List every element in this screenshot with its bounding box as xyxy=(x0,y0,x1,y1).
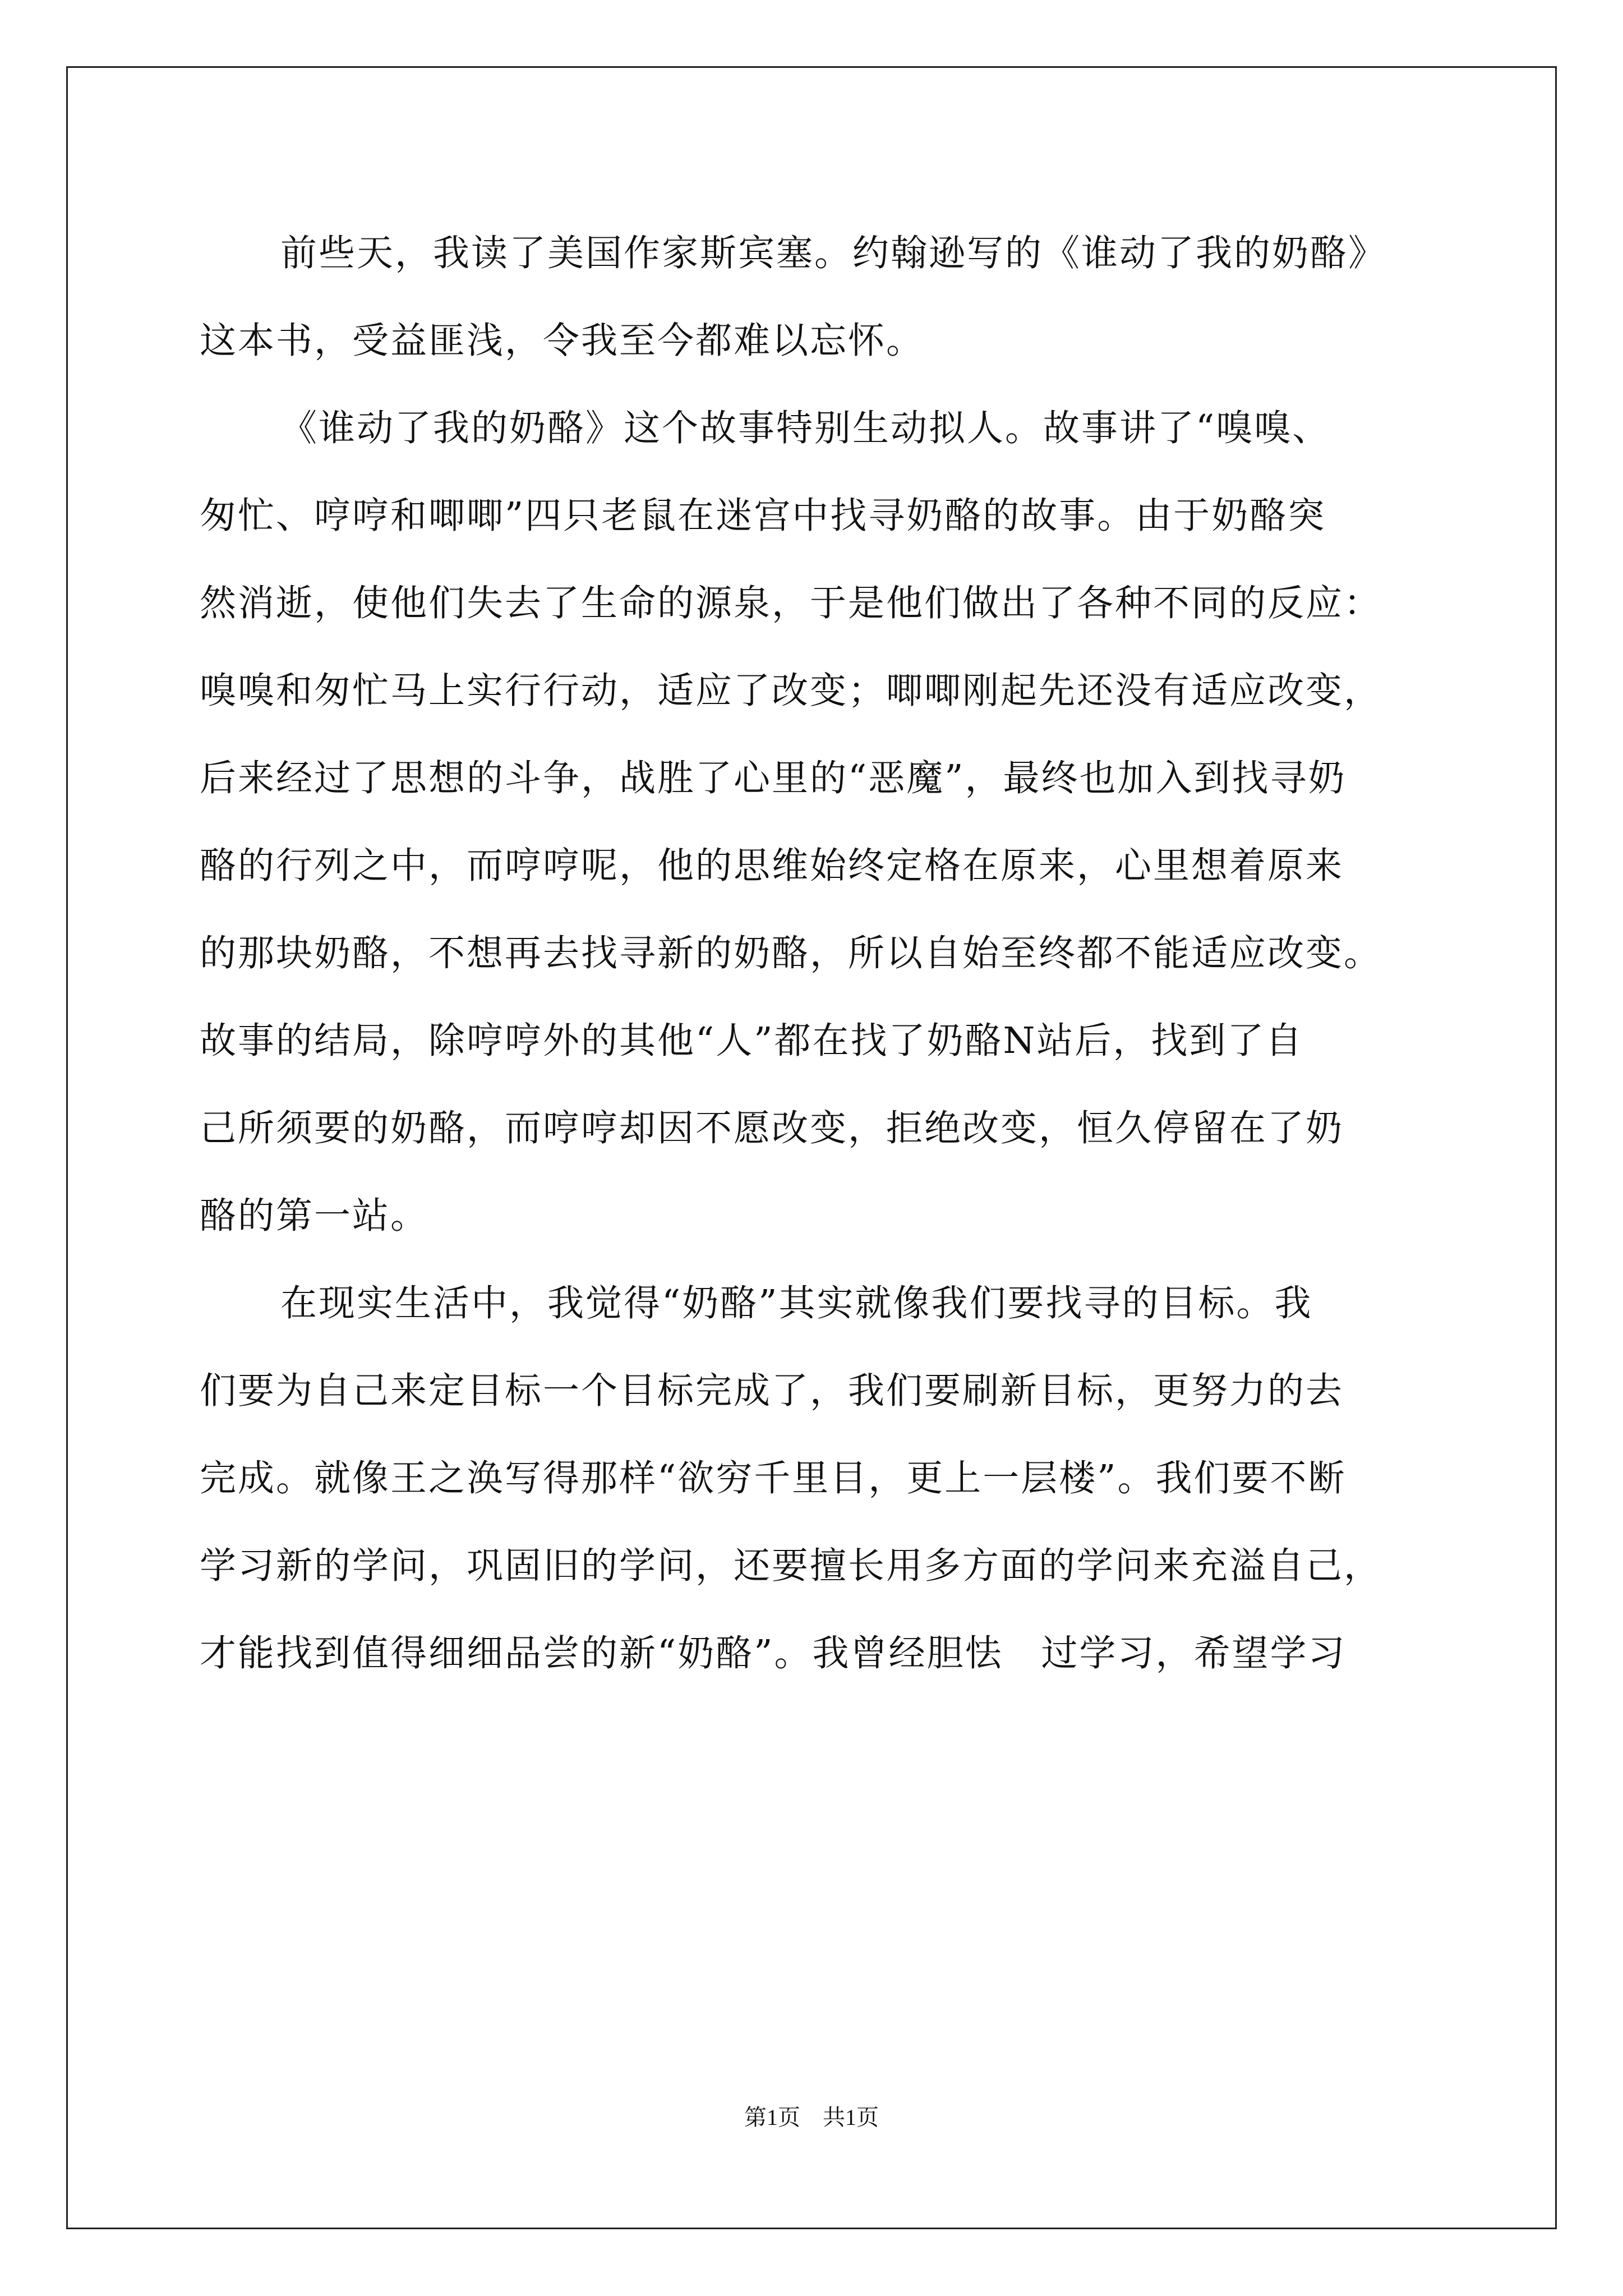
paragraph-2-line-6: 酪的行列之中，而哼哼呢，他的思维始终定格在原来，心里想着原来 xyxy=(200,845,1344,887)
paragraph-2-line-1: 《谁动了我的奶酪》这个故事特别生动拟人。故事讲了“嗅嗅、 xyxy=(280,407,1331,449)
paragraph-1-line-2: 这本书，受益匪浅，令我至今都难以忘怀。 xyxy=(200,320,925,362)
paragraph-2-line-9: 己所须要的奶酪，而哼哼却因不愿改变，拒绝改变，恒久停留在了奶 xyxy=(200,1107,1344,1149)
paragraph-2-line-3: 然消逝，使他们失去了生命的源泉，于是他们做出了各种不同的反应： xyxy=(200,582,1382,624)
page-number-footer: 第1页 共1页 xyxy=(744,2105,879,2130)
paragraph-3-line-3: 完成。就像王之涣写得那样“欲穷千里目，更上一层楼”。我们要不断 xyxy=(200,1457,1347,1499)
paragraph-2-line-8: 故事的结局，除哼哼外的其他“人”都在找了奶酪N站后，找到了自 xyxy=(200,1020,1304,1062)
paragraph-3-line-5: 才能找到值得细细品尝的新“奶酪”。我曾经胆怯 过学习，希望学习 xyxy=(200,1632,1347,1674)
paragraph-2-line-4: 嗅嗅和匆忙马上实行行动，适应了改变；唧唧刚起先还没有适应改变， xyxy=(200,670,1382,712)
paragraph-2-line-10: 酪的第一站。 xyxy=(200,1195,429,1237)
paragraph-3-line-4: 学习新的学问，巩固旧的学问，还要擅长用多方面的学问来充溢自己， xyxy=(200,1545,1382,1587)
paragraph-3-line-2: 们要为自己来定目标一个目标完成了，我们要刷新目标，更努力的去 xyxy=(200,1370,1344,1412)
paragraph-3-line-1: 在现实生活中，我觉得“奶酪”其实就像我们要找寻的目标。我 xyxy=(280,1282,1313,1324)
paragraph-2-line-7: 的那块奶酪，不想再去找寻新的奶酪，所以自始至终都不能适应改变。 xyxy=(200,932,1382,974)
paragraph-2-line-2: 匆忙、哼哼和唧唧”四只老鼠在迷宫中找寻奶酪的故事。由于奶酪突 xyxy=(200,495,1326,537)
paragraph-2-line-5: 后来经过了思想的斗争，战胜了心里的“恶魔”，最终也加入到找寻奶 xyxy=(200,757,1347,799)
paragraph-1-line-1: 前些天，我读了美国作家斯宾塞。约翰逊写的《谁动了我的奶酪》 xyxy=(280,232,1387,274)
